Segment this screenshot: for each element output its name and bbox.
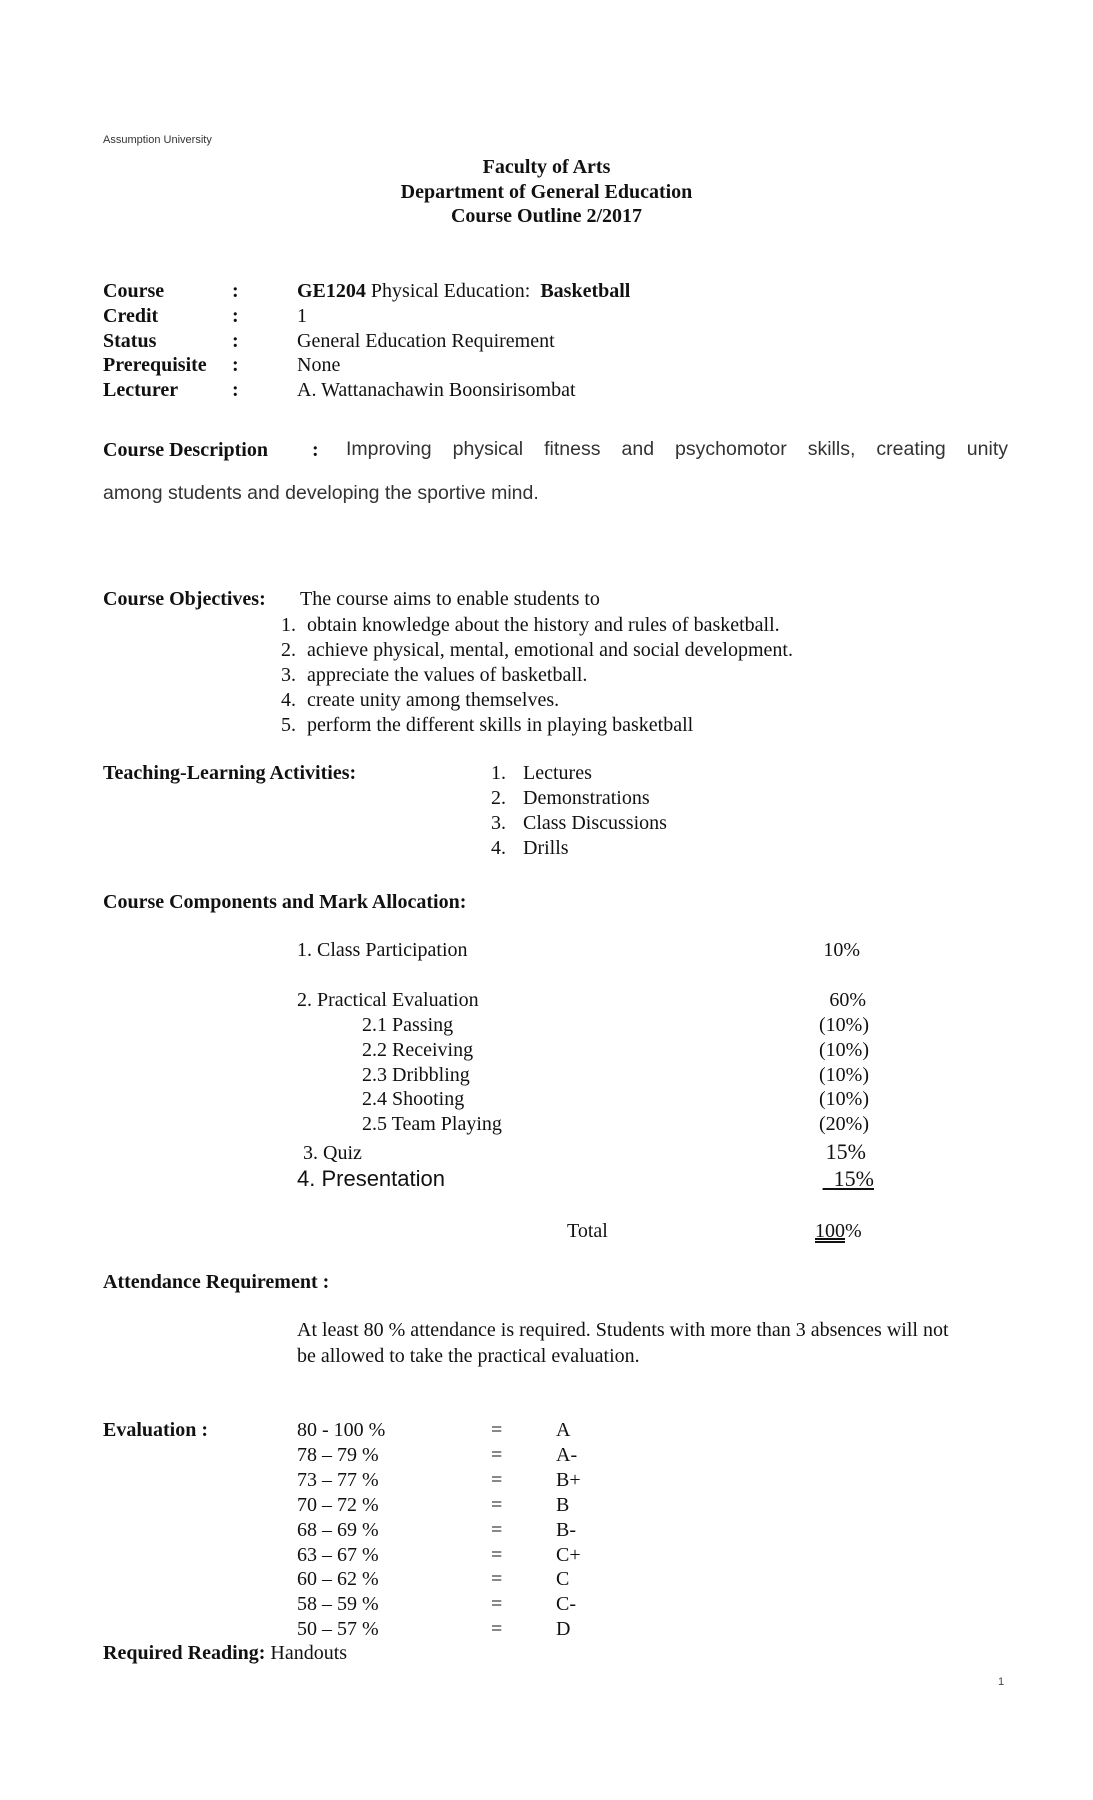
reading-value: Handouts <box>270 1642 348 1664</box>
info-label: Status <box>103 329 157 352</box>
description-text-1: Improving physical fitness and psychomotor skills, creating unity <box>346 438 1008 460</box>
info-label: Lecturer <box>103 379 179 402</box>
total-value <box>815 1221 862 1241</box>
grade-range: 60 – 62 % <box>297 1568 379 1591</box>
activity-number: 4. <box>491 836 506 859</box>
activity-number: 3. <box>491 811 506 834</box>
total-percent-sign: % <box>845 1220 862 1242</box>
objective-number: 3. <box>281 663 296 686</box>
outline-title: Course Outline 2/2017 <box>450 205 643 227</box>
attendance-label: Attendance Requirement : <box>103 1271 330 1293</box>
required-reading <box>103 1643 347 1663</box>
description-colon: : <box>312 439 319 461</box>
activity-number: 2. <box>491 786 506 809</box>
sub-component: 2.4 Shooting <box>362 1088 465 1111</box>
presentation-pct: 15% <box>833 1166 874 1191</box>
equals-sign: = <box>491 1618 503 1641</box>
component-class-participation: 1. Class Participation <box>297 939 468 961</box>
activity-number: 1. <box>491 762 506 784</box>
component-pct <box>794 1168 874 1190</box>
sub-component-pct: (10%) <box>819 1014 869 1036</box>
objective-number: 4. <box>281 688 296 711</box>
grade-letter: A- <box>556 1443 578 1466</box>
faculty-title: Faculty of Arts <box>482 156 611 178</box>
description-text-2: among students and developing the sportive mind. <box>103 482 539 504</box>
equals-sign: = <box>491 1443 503 1466</box>
info-value: None <box>297 354 341 377</box>
activity-item: Demonstrations <box>523 786 650 809</box>
grade-letter: D <box>556 1618 571 1641</box>
attendance-text-1: At least 80 % attendance is required. Students with more than 3 absences will not <box>297 1319 949 1341</box>
department-title: Department of General Education <box>400 181 693 203</box>
activities-label: Teaching-Learning Activities: <box>103 762 357 784</box>
info-colon: : <box>232 304 239 327</box>
grade-letter: C <box>556 1568 570 1591</box>
component-pct: 60% <box>829 989 866 1011</box>
grade-letter: C+ <box>556 1543 581 1566</box>
grade-letter: B+ <box>556 1468 581 1491</box>
info-colon: : <box>232 354 239 377</box>
grade-range: 50 – 57 % <box>297 1618 379 1641</box>
component-practical: 2. Practical Evaluation <box>297 989 479 1011</box>
grade-range: 63 – 67 % <box>297 1543 379 1566</box>
info-value <box>297 281 630 301</box>
equals-sign: = <box>491 1468 503 1491</box>
equals-sign: = <box>491 1493 503 1516</box>
info-value: General Education Requirement <box>297 329 555 352</box>
objective-number: 1. <box>281 614 296 636</box>
sub-component: 2.2 Receiving <box>362 1038 474 1061</box>
info-value: 1 <box>297 304 307 327</box>
activity-item: Lectures <box>523 762 592 784</box>
component-pct: 10% <box>823 939 860 961</box>
equals-sign: = <box>491 1543 503 1566</box>
info-label: Prerequisite <box>103 354 207 377</box>
sub-component: 2.1 Passing <box>362 1014 454 1036</box>
sub-component-pct: (10%) <box>819 1063 869 1086</box>
grade-letter: A <box>556 1419 571 1441</box>
info-label: Credit <box>103 304 159 327</box>
component-presentation: 4. Presentation <box>297 1166 445 1191</box>
sub-component: 2.5 Team Playing <box>362 1113 502 1136</box>
info-colon: : <box>232 329 239 352</box>
objective-item: perform the different skills in playing basketball <box>307 713 694 736</box>
info-colon: : <box>232 379 239 402</box>
grade-letter: B <box>556 1493 570 1516</box>
equals-sign: = <box>491 1568 503 1591</box>
sub-component-pct: (10%) <box>819 1088 869 1111</box>
sub-component-pct: (10%) <box>819 1038 869 1061</box>
info-colon: : <box>232 280 239 302</box>
evaluation-label: Evaluation : <box>103 1419 209 1441</box>
grade-range: 70 – 72 % <box>297 1493 379 1516</box>
equals-sign: = <box>491 1419 503 1441</box>
course-code: GE1204 <box>297 280 366 302</box>
sub-component-pct: (20%) <box>819 1113 869 1136</box>
total-label: Total <box>567 1220 608 1242</box>
objective-number: 5. <box>281 713 296 736</box>
sub-component: 2.3 Dribbling <box>362 1063 470 1086</box>
university-name: Assumption University <box>103 134 212 146</box>
grade-range: 78 – 79 % <box>297 1443 379 1466</box>
description-label: Course Description <box>103 439 268 461</box>
component-pct: 15% <box>825 1139 866 1164</box>
activity-item: Class Discussions <box>523 811 667 834</box>
objective-item: achieve physical, mental, emotional and social development. <box>307 638 793 661</box>
grade-range: 73 – 77 % <box>297 1468 379 1491</box>
component-quiz: 3. Quiz <box>303 1142 362 1164</box>
course-name: Physical Education: <box>365 280 541 302</box>
objective-item: obtain knowledge about the history and rules of basketball. <box>307 614 780 636</box>
info-label: Course <box>103 280 165 302</box>
attendance-text-2: be allowed to take the practical evaluation. <box>297 1345 640 1367</box>
grade-range: 58 – 59 % <box>297 1593 379 1616</box>
grade-range: 80 - 100 % <box>297 1419 386 1441</box>
total-number: 100 <box>815 1220 845 1242</box>
activity-item: Drills <box>523 836 569 859</box>
grade-letter: C- <box>556 1593 576 1616</box>
components-label: Course Components and Mark Allocation: <box>103 891 467 913</box>
grade-letter: B- <box>556 1518 576 1541</box>
info-value: A. Wattanachawin Boonsirisombat <box>297 379 576 402</box>
equals-sign: = <box>491 1593 503 1616</box>
course-subject: Basketball <box>540 280 631 302</box>
objective-item: create unity among themselves. <box>307 688 560 711</box>
reading-label: Required Reading: <box>103 1642 266 1664</box>
page-number: 1 <box>998 1676 1005 1688</box>
equals-sign: = <box>491 1518 503 1541</box>
objectives-label: Course Objectives: <box>103 588 266 610</box>
objective-item: appreciate the values of basketball. <box>307 663 588 686</box>
grade-range: 68 – 69 % <box>297 1518 379 1541</box>
objectives-intro: The course aims to enable students to <box>300 588 600 610</box>
objective-number: 2. <box>281 638 296 661</box>
